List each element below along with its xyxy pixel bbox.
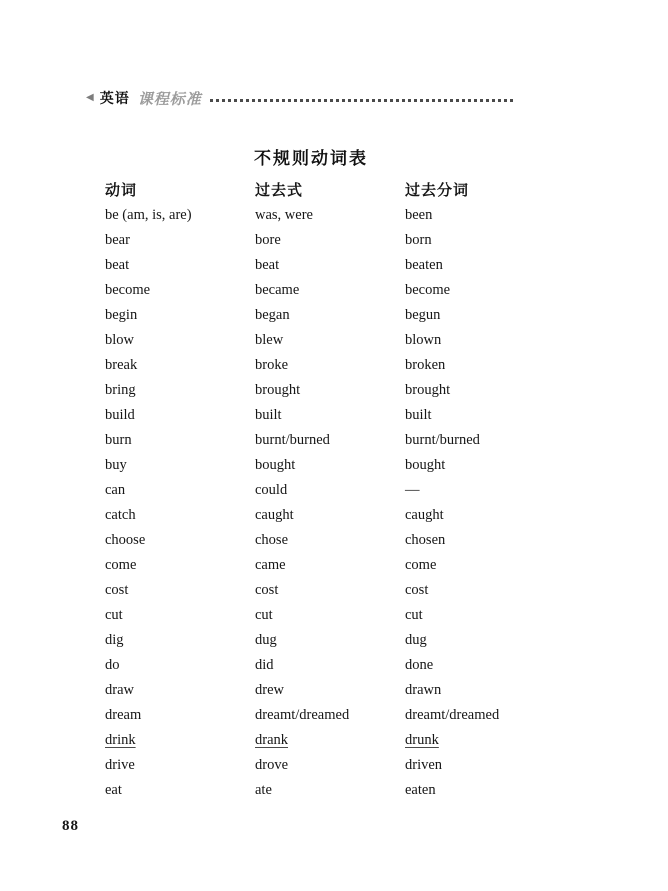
table-row	[105, 703, 517, 728]
table-row	[105, 328, 517, 353]
table-row	[105, 453, 517, 478]
table-row	[105, 678, 517, 703]
page-number: 88	[62, 818, 79, 834]
table-row	[105, 403, 517, 428]
table-row	[105, 603, 517, 628]
table-cell: burnt/burned	[405, 432, 480, 448]
table-cell: ate	[255, 782, 272, 798]
table-row	[105, 253, 517, 278]
page-header	[86, 88, 516, 108]
table-row	[105, 528, 517, 553]
table-cell: become	[405, 282, 451, 298]
table-row	[105, 278, 517, 303]
table-cell: draw	[105, 682, 134, 698]
table-cell: dreamt/dreamed	[255, 707, 350, 723]
table-row	[105, 778, 517, 803]
table-row	[105, 553, 517, 578]
table-cell: blow	[105, 332, 134, 348]
header-subject-label: 英语	[99, 91, 130, 107]
table-cell: could	[255, 482, 288, 498]
table-cell: come	[105, 557, 137, 573]
table-row	[105, 653, 517, 678]
column-header-past-tense: 过去式	[255, 181, 304, 199]
table-cell: caught	[405, 507, 444, 523]
table-cell: bought	[405, 457, 446, 473]
table-cell: come	[405, 557, 437, 573]
table-cell: bring	[105, 382, 136, 398]
table-cell: —	[405, 482, 420, 498]
table-cell: catch	[105, 507, 136, 523]
table-cell: beat	[105, 257, 130, 273]
table-cell: became	[255, 282, 300, 298]
table-body	[105, 203, 517, 803]
header-series-label: 课程标准	[137, 89, 202, 108]
table-cell: become	[105, 282, 151, 298]
table-row	[105, 478, 517, 503]
table-cell: came	[255, 557, 286, 573]
table-cell: driven	[405, 757, 443, 773]
table-header-row	[105, 176, 517, 203]
table-cell: drink	[105, 732, 136, 748]
table-row	[105, 378, 517, 403]
table-cell: beat	[255, 257, 280, 273]
table-cell: broken	[405, 357, 446, 373]
table-cell: brought	[405, 382, 451, 398]
table-cell: chosen	[405, 532, 446, 548]
table-cell: drank	[255, 732, 289, 748]
table-cell: cut	[255, 607, 273, 623]
table-row	[105, 203, 517, 228]
table-cell: break	[105, 357, 138, 373]
table-cell: blown	[405, 332, 442, 348]
table-cell: dug	[255, 632, 277, 648]
table-cell: bought	[255, 457, 296, 473]
table-cell: chose	[255, 532, 289, 548]
table-cell: born	[405, 232, 432, 248]
table-cell: eaten	[405, 782, 436, 798]
table-cell: cut	[105, 607, 123, 623]
table-cell: was, were	[255, 207, 313, 223]
table-cell: cost	[405, 582, 429, 598]
table-cell: cost	[105, 582, 129, 598]
table-cell: caught	[255, 507, 294, 523]
table-cell: drove	[255, 757, 289, 773]
table-cell: build	[105, 407, 135, 423]
table-cell: do	[105, 657, 120, 673]
table-cell: begin	[105, 307, 138, 323]
table-row	[105, 228, 517, 253]
dotted-divider	[210, 99, 516, 102]
table-cell: brought	[255, 382, 301, 398]
table-cell: drew	[255, 682, 284, 698]
table-cell: been	[405, 207, 433, 223]
table-cell: cut	[405, 607, 423, 623]
column-header-past-participle: 过去分词	[405, 181, 470, 199]
table-cell: choose	[105, 532, 146, 548]
table-cell: bear	[105, 232, 130, 248]
table-cell: begun	[405, 307, 441, 323]
table-cell: blew	[255, 332, 284, 348]
table-cell: done	[405, 657, 434, 673]
table-cell: dug	[405, 632, 427, 648]
table-row	[105, 353, 517, 378]
table-cell: eat	[105, 782, 122, 798]
irregular-verbs-table	[105, 176, 517, 803]
table-cell: cost	[255, 582, 279, 598]
table-cell: did	[255, 657, 274, 673]
table-cell: drive	[105, 757, 135, 773]
table-cell: built	[255, 407, 282, 423]
table-row	[105, 728, 517, 753]
table-cell: built	[405, 407, 432, 423]
left-triangle-icon: ◀	[86, 92, 94, 103]
table-row	[105, 628, 517, 653]
table-row	[105, 428, 517, 453]
table-cell: bore	[255, 232, 281, 248]
table-cell: be (am, is, are)	[105, 207, 192, 223]
table-cell: dreamt/dreamed	[405, 707, 500, 723]
table-row	[105, 503, 517, 528]
table-row	[105, 303, 517, 328]
table-cell: can	[105, 482, 126, 498]
table-row	[105, 753, 517, 778]
table-cell: beaten	[405, 257, 443, 273]
table-cell: burn	[105, 432, 132, 448]
page-title: 不规则动词表	[254, 149, 368, 169]
table-row	[105, 578, 517, 603]
table-cell: burnt/burned	[255, 432, 330, 448]
table-cell: drawn	[405, 682, 442, 698]
table-cell: broke	[255, 357, 289, 373]
table-cell: began	[255, 307, 290, 323]
table-cell: dig	[105, 632, 124, 648]
table-cell: dream	[105, 707, 142, 723]
column-header-verb: 动词	[105, 181, 138, 199]
table-cell: buy	[105, 457, 127, 473]
table-cell: drunk	[405, 732, 439, 748]
